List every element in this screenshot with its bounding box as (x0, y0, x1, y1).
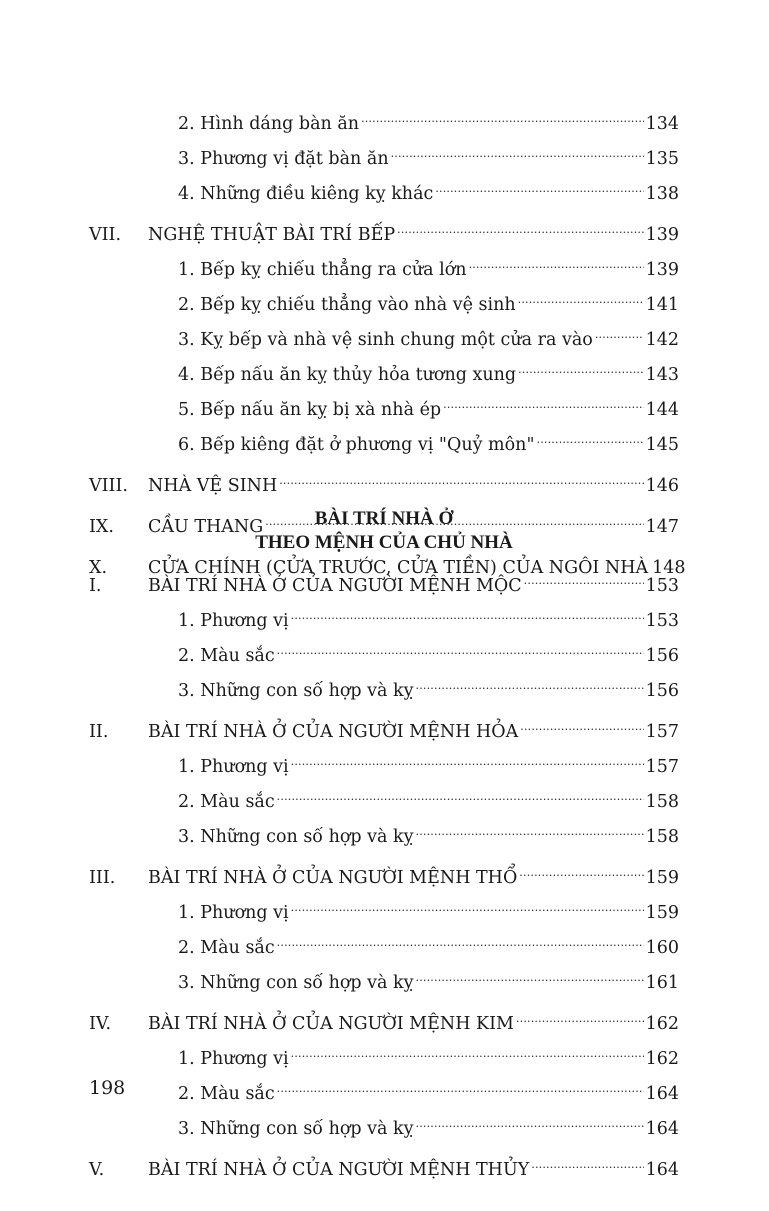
dot-leader (537, 423, 644, 450)
toc-subentry-title: 2. Hình dáng bàn ăn (178, 113, 360, 134)
dot-leader (518, 283, 644, 310)
dot-leader (416, 669, 644, 696)
toc-subentry (89, 102, 679, 137)
toc-chapter-entry (89, 1148, 679, 1183)
toc-subentry-title: 2. Bếp kỵ chiếu thẳng vào nhà vệ sinh (178, 294, 516, 315)
toc-subentry (89, 745, 679, 780)
dot-leader (277, 1072, 644, 1099)
toc-chapter-title: BÀI TRÍ NHÀ Ở CỦA NGƯỜI MỆNH HỎA (148, 721, 519, 742)
toc-subentry (89, 172, 679, 207)
section-heading-line1: BÀI TRÍ NHÀ Ở (314, 508, 454, 529)
toc-page-number: 143 (645, 364, 679, 385)
toc-subentry-title: 1. Phương vị (178, 756, 289, 777)
toc-subentry (89, 137, 679, 172)
toc-subentry-title: 2. Màu sắc (178, 645, 275, 666)
dot-leader (595, 318, 644, 345)
toc-subentry (89, 283, 679, 318)
dot-leader (520, 710, 643, 737)
toc-chapter-entry (89, 710, 679, 745)
dot-leader (416, 1107, 644, 1134)
toc-chapter-number: III. (89, 867, 116, 888)
dot-leader (469, 248, 644, 275)
toc-subentry (89, 248, 679, 283)
toc-subentry (89, 599, 679, 634)
toc-chapter-number: II. (89, 721, 109, 742)
toc-chapter-entry (89, 464, 679, 499)
toc-chapter-number: V. (89, 1159, 105, 1180)
toc-page-number: 162 (645, 1048, 679, 1069)
toc-page-number: 159 (645, 902, 679, 923)
toc-subentry (89, 1037, 679, 1072)
dot-leader (518, 353, 643, 380)
toc-chapter-entry (89, 213, 679, 248)
dot-leader (519, 856, 643, 883)
dot-leader (416, 961, 644, 988)
dot-leader (291, 891, 644, 918)
toc-page-number: 157 (645, 756, 679, 777)
dot-leader (279, 464, 643, 491)
toc-subentry-title: 6. Bếp kiêng đặt ở phương vị "Quỷ môn" (178, 434, 535, 455)
toc-subentry-title: 3. Phương vị đặt bàn ăn (178, 148, 389, 169)
dot-leader (435, 172, 643, 199)
toc-page-number: 162 (645, 1013, 679, 1034)
dot-leader (516, 1002, 644, 1029)
toc-page-number: 157 (645, 721, 679, 742)
toc-subentry-title: 1. Phương vị (178, 902, 289, 923)
toc-page-number: 138 (645, 183, 679, 204)
toc-subentry (89, 669, 679, 704)
toc-page-number: 164 (645, 1118, 679, 1139)
toc-subentry-title: 2. Màu sắc (178, 1083, 275, 1104)
dot-leader (361, 102, 644, 129)
toc-page-number: 139 (645, 259, 679, 280)
toc-page-number: 145 (645, 434, 679, 455)
toc-subentry-title: 3. Những con số hợp và kỵ (178, 826, 414, 847)
toc-page-number: 156 (645, 680, 679, 701)
toc-chapter-title: NGHỆ THUẬT BÀI TRÍ BẾP (148, 224, 396, 245)
toc-page-number: 148 (652, 557, 686, 578)
toc-chapter-title: BÀI TRÍ NHÀ Ở CỦA NGƯỜI MỆNH THỦY (148, 1159, 530, 1180)
toc-subentry-title: 2. Màu sắc (178, 937, 275, 958)
dot-leader (416, 815, 644, 842)
dot-leader (277, 926, 644, 953)
toc-subentry (89, 388, 679, 423)
toc-chapter-entry (89, 1002, 679, 1037)
toc-chapter-number: IX. (89, 516, 114, 537)
toc-subentry (89, 815, 679, 850)
toc-chapter-entry (89, 564, 679, 599)
dot-leader (443, 388, 643, 415)
toc-subentry (89, 891, 679, 926)
toc-subentry (89, 1107, 679, 1142)
dot-leader (391, 137, 644, 164)
toc-subentry (89, 1072, 679, 1107)
toc-chapter-number: I. (89, 575, 102, 596)
toc-page-number: 153 (645, 610, 679, 631)
dot-leader (524, 564, 644, 591)
toc-subentry-title: 3. Những con số hợp và kỵ (178, 1118, 414, 1139)
toc-subentry (89, 353, 679, 388)
toc-page-number: 158 (645, 826, 679, 847)
toc-subentry-title: 3. Những con số hợp và kỵ (178, 680, 414, 701)
toc-chapter-title: BÀI TRÍ NHÀ Ở CỦA NGƯỜI MỆNH THỔ (148, 867, 518, 888)
dot-leader (291, 599, 644, 626)
toc-subentry-title: 2. Màu sắc (178, 791, 275, 812)
toc-chapter-title: CẦU THANG (148, 516, 264, 537)
toc-page-number: 135 (645, 148, 679, 169)
toc-page-number: 164 (645, 1159, 679, 1180)
toc-page-number: 146 (645, 475, 679, 496)
toc-page-number: 156 (645, 645, 679, 666)
dot-leader (291, 745, 644, 772)
toc-subentry-title: 4. Bếp nấu ăn kỵ thủy hỏa tương xung (178, 364, 517, 385)
toc-section-bottom (89, 564, 679, 1183)
toc-chapter-number: VII. (89, 224, 122, 245)
toc-chapter-number: X. (89, 557, 108, 578)
toc-page-number: 142 (645, 329, 679, 350)
dot-leader (397, 213, 643, 240)
toc-chapter-number: IV. (89, 1013, 112, 1034)
toc-page-number: 147 (645, 516, 679, 537)
toc-subentry (89, 961, 679, 996)
toc-chapter-title: BÀI TRÍ NHÀ Ở CỦA NGƯỜI MỆNH KIM (148, 1013, 514, 1034)
dot-leader (277, 780, 644, 807)
toc-page-number: 144 (645, 399, 679, 420)
toc-page-number: 164 (645, 1083, 679, 1104)
toc-subentry-title: 5. Bếp nấu ăn kỵ bị xà nhà ép (178, 399, 442, 420)
page-number: 198 (89, 1077, 126, 1099)
toc-subentry-title: 3. Kỵ bếp và nhà vệ sinh chung một cửa ra vào (178, 329, 593, 350)
toc-subentry-title: 1. Phương vị (178, 1048, 289, 1069)
toc-subentry (89, 780, 679, 815)
toc-chapter-entry (89, 856, 679, 891)
toc-chapter-title: NHÀ VỆ SINH (148, 475, 278, 496)
toc-page-number: 161 (645, 972, 679, 993)
section-heading (89, 507, 679, 555)
toc-subentry-title: 1. Phương vị (178, 610, 289, 631)
toc-chapter-title: CỬA CHÍNH (CỬA TRƯỚC, CỬA TIỀN) CỦA NGÔI NHÀ (148, 557, 649, 578)
toc-subentry-title: 3. Những con số hợp và kỵ (178, 972, 414, 993)
toc-chapter-number: VIII. (89, 475, 128, 496)
toc-subentry (89, 318, 679, 353)
toc-page-number: 160 (645, 937, 679, 958)
toc-subentry-title: 1. Bếp kỵ chiếu thẳng ra cửa lớn (178, 259, 467, 280)
toc-subentry-title: 4. Những điều kiêng kỵ khác (178, 183, 434, 204)
section-heading-line2: THEO MỆNH CỦA CHỦ NHÀ (255, 532, 513, 553)
toc-page-number: 141 (645, 294, 679, 315)
toc-page-number: 139 (645, 224, 679, 245)
dot-leader (531, 1148, 643, 1175)
toc-chapter-title: BÀI TRÍ NHÀ Ở CỦA NGƯỜI MỆNH MỘC (148, 575, 522, 596)
toc-subentry (89, 634, 679, 669)
dot-leader (277, 634, 644, 661)
toc-page-number: 134 (645, 113, 679, 134)
dot-leader (291, 1037, 644, 1064)
toc-subentry (89, 423, 679, 458)
toc-page-number: 158 (645, 791, 679, 812)
toc-page-number: 153 (645, 575, 679, 596)
toc-page-number: 159 (645, 867, 679, 888)
toc-subentry (89, 926, 679, 961)
